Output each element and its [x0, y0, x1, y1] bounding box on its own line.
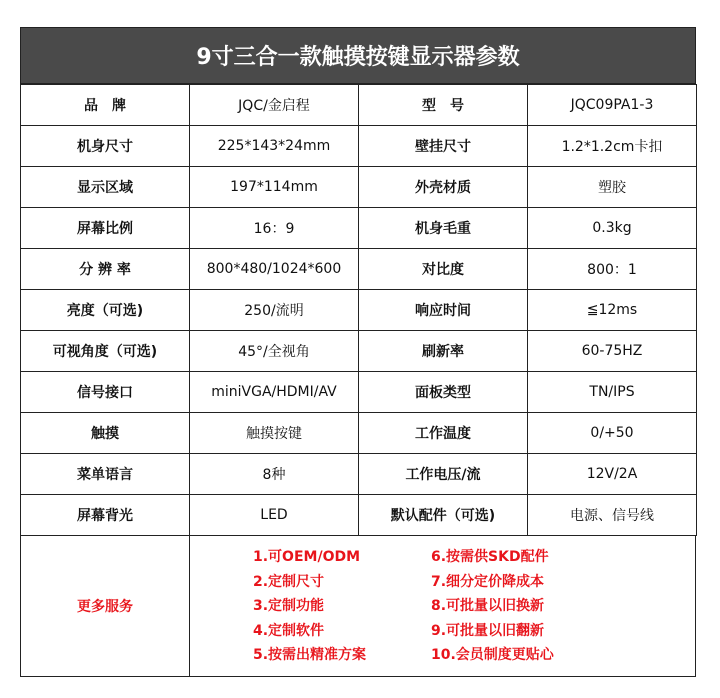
spec-value: 197*114mm — [190, 167, 359, 208]
spec-label: 壁挂尺寸 — [359, 126, 528, 167]
spec-value: 0/+50 — [528, 413, 697, 454]
services-column-1 — [253, 545, 366, 668]
spec-value: ≦12ms — [528, 290, 697, 331]
spec-value: 8种 — [190, 454, 359, 495]
spec-value: JQC09PA1-3 — [528, 85, 697, 126]
service-item: 3.定制功能 — [253, 598, 325, 614]
spec-value: 800*480/1024*600 — [190, 249, 359, 290]
spec-row — [21, 126, 697, 167]
spec-row — [21, 413, 697, 454]
spec-label: 分 辨 率 — [21, 249, 190, 290]
spec-row — [21, 208, 697, 249]
spec-value: 1.2*1.2cm卡扣 — [528, 126, 697, 167]
spec-label: 刷新率 — [359, 331, 528, 372]
spec-label: 工作电压/流 — [359, 454, 528, 495]
spec-label: 可视角度（可选) — [21, 331, 190, 372]
spec-label: 默认配件（可选) — [359, 495, 528, 536]
spec-value: 12V/2A — [528, 454, 697, 495]
spec-value: 触摸按键 — [190, 413, 359, 454]
service-item: 6.按需供SKD配件 — [431, 549, 549, 565]
spec-label: 型 号 — [359, 85, 528, 126]
spec-label: 对比度 — [359, 249, 528, 290]
spec-value: 0.3kg — [528, 208, 697, 249]
service-item: 4.定制软件 — [253, 622, 325, 639]
spec-label: 面板类型 — [359, 372, 528, 413]
spec-value: miniVGA/HDMI/AV — [190, 372, 359, 413]
spec-label: 显示区域 — [21, 167, 190, 208]
spec-value: 60-75HZ — [528, 331, 697, 372]
spec-row — [21, 167, 697, 208]
spec-label: 机身毛重 — [359, 208, 528, 249]
sheet-title: 9寸三合一款触摸按键显示器参数 — [20, 27, 696, 84]
spec-value: 16：9 — [190, 208, 359, 249]
service-item: 2.定制尺寸 — [253, 573, 325, 590]
spec-value: TN/IPS — [528, 372, 697, 413]
spec-table — [20, 84, 697, 536]
spec-row — [21, 372, 697, 413]
spec-label: 品 牌 — [21, 85, 190, 126]
spec-label: 触摸 — [21, 413, 190, 454]
spec-value: 250/流明 — [190, 290, 359, 331]
service-item: 9.可批量以旧翻新 — [431, 622, 545, 639]
service-item: 1.可OEM/ODM — [253, 549, 361, 565]
spec-label: 机身尺寸 — [21, 126, 190, 167]
spec-value: 45°/全视角 — [190, 331, 359, 372]
spec-value: 电源、信号线 — [528, 495, 697, 536]
spec-sheet — [20, 27, 696, 677]
spec-row — [21, 495, 697, 536]
spec-row — [21, 85, 697, 126]
service-item: 8.可批量以旧换新 — [431, 598, 545, 614]
service-item: 10.会员制度更贴心 — [431, 647, 554, 663]
spec-label: 亮度（可选) — [21, 290, 190, 331]
services-label: 更多服务 — [21, 535, 190, 676]
spec-value: LED — [190, 495, 359, 536]
spec-label: 屏幕比例 — [21, 208, 190, 249]
spec-value: 225*143*24mm — [190, 126, 359, 167]
spec-label: 响应时间 — [359, 290, 528, 331]
services-section — [20, 535, 696, 677]
service-item: 7.细分定价降成本 — [431, 573, 545, 590]
spec-row — [21, 454, 697, 495]
spec-value: JQC/金启程 — [190, 85, 359, 126]
spec-row — [21, 290, 697, 331]
services-column-2 — [431, 545, 554, 668]
service-item: 5.按需出精准方案 — [253, 647, 367, 663]
spec-label: 外壳材质 — [359, 167, 528, 208]
spec-row — [21, 249, 697, 290]
spec-label: 屏幕背光 — [21, 495, 190, 536]
spec-value: 800：1 — [528, 249, 697, 290]
spec-label: 菜单语言 — [21, 454, 190, 495]
spec-label: 信号接口 — [21, 372, 190, 413]
spec-label: 工作温度 — [359, 413, 528, 454]
spec-row — [21, 331, 697, 372]
spec-value: 塑胶 — [528, 167, 697, 208]
